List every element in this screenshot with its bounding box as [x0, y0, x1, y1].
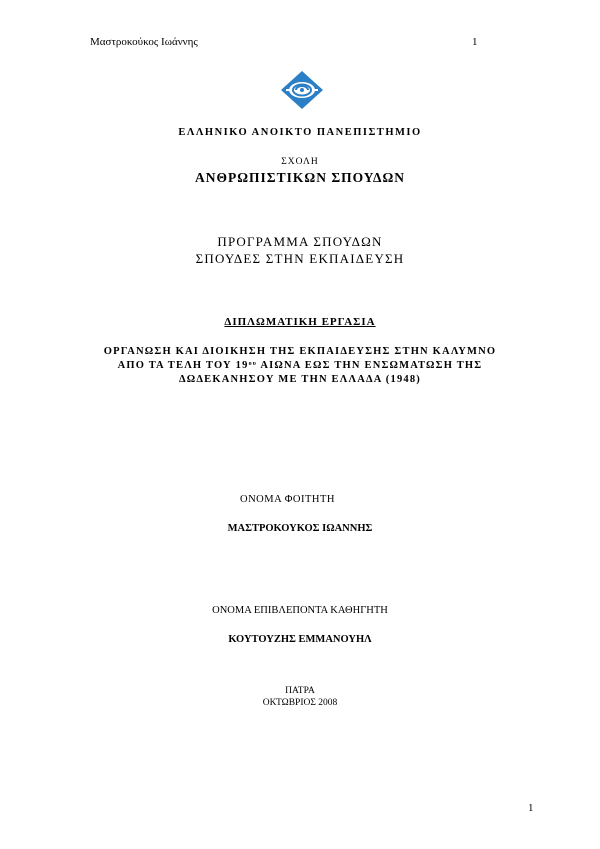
thesis-title	[0, 345, 600, 387]
supervisor-name: ΚΟΥΤΟΥΖΗΣ ΕΜΜΑΝΟΥΗΛ	[228, 634, 372, 645]
header-author: Μαστροκούκος Ιωάννης	[90, 36, 198, 48]
school-label: ΣΧΟΛΗ	[281, 157, 319, 167]
thesis-title-line-2-end: ΑΙΩΝΑ ΕΩΣ ΤΗΝ ΕΝΣΩΜΑΤΩΣΗ ΤΗΣ	[257, 360, 483, 371]
header-page-number: 1	[472, 36, 478, 48]
thesis-title-line-2-start: ΑΠΟ ΤΑ ΤΕΛΗ ΤΟΥ 19	[117, 360, 249, 371]
place: ΠΑΤΡΑ	[285, 686, 315, 696]
program-name: ΣΠΟΥΔΕΣ ΣΤΗΝ ΕΚΠΑΙΔΕΥΣΗ	[195, 251, 405, 266]
thesis-title-line-1: ΟΡΓΑΝΩΣΗ ΚΑΙ ΔΙΟΙΚΗΣΗ ΤΗΣ ΕΚΠΑΙΔΕΥΣΗΣ ΣΤΗΝ ΚΑΛΥΜΝΟ	[103, 346, 497, 357]
date: ΟΚΤΩΒΡΙΟΣ 2008	[262, 698, 338, 708]
supervisor-label: ΟΝΟΜΑ ΕΠΙΒΛΕΠΟΝΤΑ ΚΑΘΗΓΗΤΗ	[212, 605, 388, 616]
school-name: ΑΝΘΡΩΠΙΣΤΙΚΩΝ ΣΠΟΥΔΩΝ	[194, 170, 405, 185]
thesis-title-line-3: ΔΩΔΕΚΑΝΗΣΟΥ ΜΕ ΤΗΝ ΕΛΛΑΔΑ (1948)	[178, 374, 422, 385]
thesis-title-superscript: ου	[248, 361, 258, 367]
student-name: ΜΑΣΤΡΟΚΟΥΚΟΣ ΙΩΑΝΝΗΣ	[227, 523, 373, 534]
footer-page-number: 1	[528, 802, 534, 814]
university-name: ΕΛΛΗΝΙΚΟ ΑΝΟΙΚΤΟ ΠΑΝΕΠΙΣΤΗΜΙΟ	[178, 127, 422, 138]
student-label: ΟΝΟΜΑ ΦΟΙΤΗΤΗ	[240, 494, 335, 505]
program-title: ΠΡΟΓΡΑΜΜΑ ΣΠΟΥΔΩΝ	[217, 234, 383, 249]
university-logo-icon	[280, 70, 324, 110]
thesis-label: ΔΙΠΛΩΜΑΤΙΚΗ ΕΡΓΑΣΙΑ	[224, 316, 376, 328]
thesis-title-line-2	[0, 359, 600, 373]
